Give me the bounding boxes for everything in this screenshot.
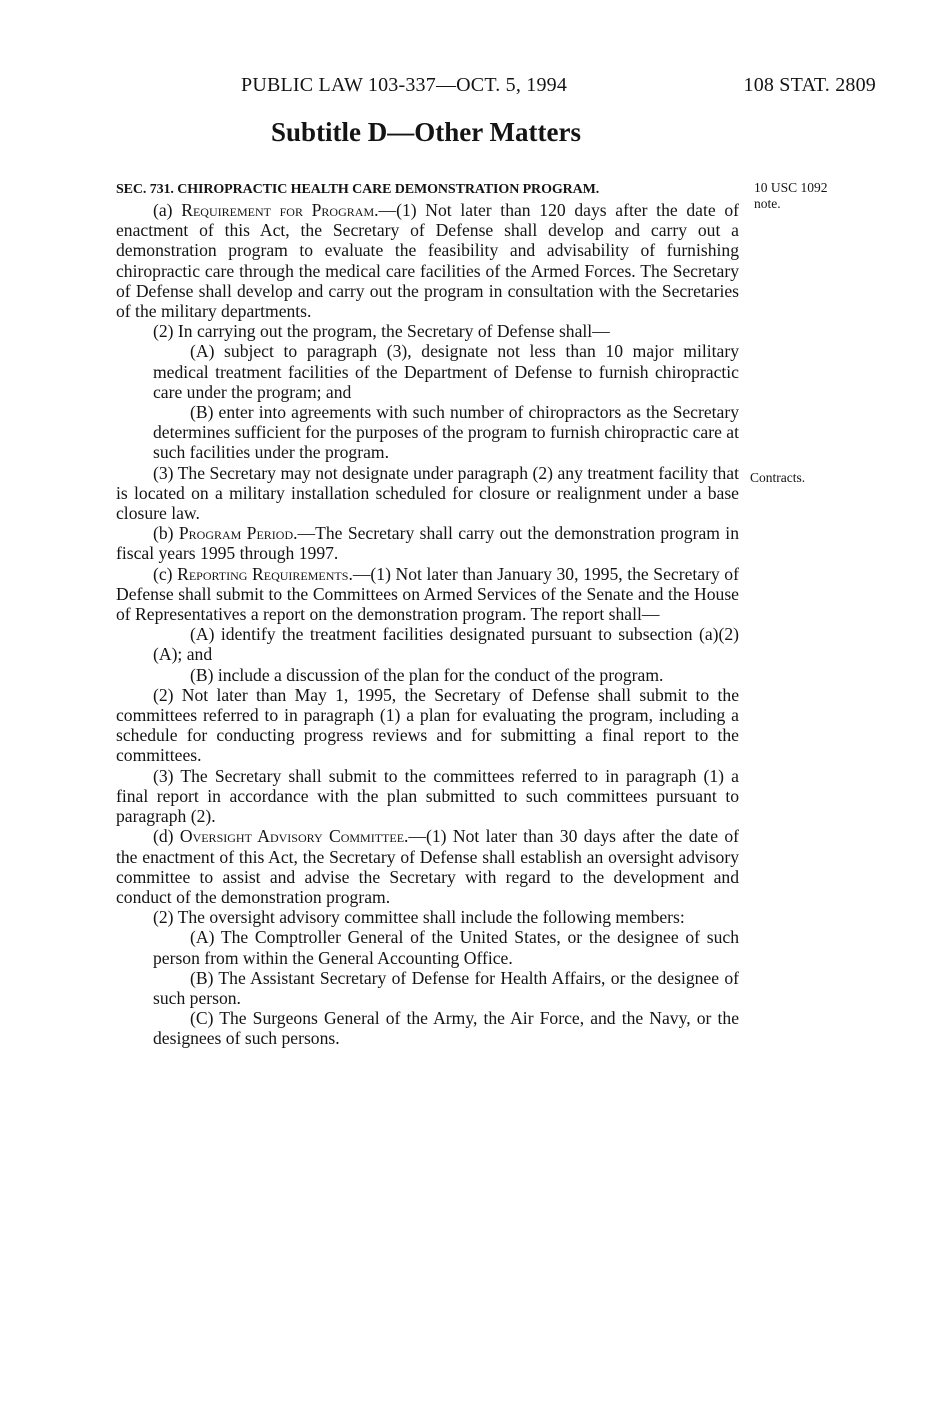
paragraph-d2B: (B) The Assistant Secretary of Defense for Health Affairs, or the designee of such person.	[153, 967, 739, 1008]
margin-note-usc	[754, 180, 828, 212]
paragraph-d1: (d) Oversight Advisory Committee.—(1) Not later than 30 days after the date of the enactment of this Act, the Secretary of Defense shall establish an oversight advisory committee to assist and advise the Secretary with regard to the development and conduct of the demonstration program.	[116, 826, 739, 907]
heading-d: Oversight Advisory Committee	[179, 826, 405, 847]
paragraph-d2A: (A) The Comptroller General of the United States, or the designee of such person from within the General Accounting Office.	[153, 927, 739, 968]
paragraph-d2: (2) The oversight advisory committee shall include the following members:	[153, 907, 685, 928]
margin-note-usc-line1: 10 USC 1092	[754, 180, 828, 195]
paragraph-d2C: (C) The Surgeons General of the Army, the Air Force, and the Navy, or the designees of such persons.	[153, 1008, 739, 1049]
paragraph-a1: (a) Requirement for Program.—(1) Not later than 120 days after the date of enactment of this Act, the Secretary of Defense shall develop and carry out a demonstration program to evaluate the feasibility and advisability of furnishing chiropractic care through the medical care facilities of the Armed Forces. The Secretary of Defense shall develop and carry out the program in consultation with the Secretaries of the military departments.	[116, 200, 739, 322]
margin-note-contracts: Contracts.	[750, 470, 806, 485]
text-c1: .—(1) Not later than January 30, 1995, the Secretary of Defense shall submit to the Committees on Armed Services of the Senate and the House of Representatives a report on the demonstration program. The report shall—	[116, 563, 739, 625]
heading-b: Program Period	[178, 523, 294, 544]
header-statute-page: 108 STAT. 2809	[743, 74, 876, 96]
margin-note-usc-line2: note.	[754, 196, 781, 211]
paragraph-b: (b) Program Period.—The Secretary shall carry out the demonstration program in fiscal years 1995 through 1997.	[116, 523, 739, 564]
text-a1: .—(1) Not later than 120 days after the date of enactment of this Act, the Secretary of Defense shall develop and carry out a demonstration program to evaluate the feasibility and advisability of furnishing chiropractic care through the medical care facilities of the Armed Forces. The Secretary of Defense shall develop and carry out the program in consultation with the Secretaries of the military departments.	[116, 200, 739, 322]
paragraph-c1B: (B) include a discussion of the plan for the conduct of the program.	[190, 664, 664, 685]
paragraph-a2A: (A) subject to paragraph (3), designate not less than 10 major military medical treatment facilities of the Department of Defense to furnish chiropractic care under the program; and	[153, 341, 739, 402]
paragraph-a2B: (B) enter into agreements with such number of chiropractors as the Secretary determines sufficient for the purposes of the program to furnish chiropractic care at such facilities under the program.	[153, 402, 739, 463]
paragraph-a2: (2) In carrying out the program, the Secretary of Defense shall—	[153, 321, 610, 342]
paragraph-c2: (2) Not later than May 1, 1995, the Secretary of Defense shall submit to the committees referred to in paragraph (1) a plan for evaluating the program, including a schedule for conducting progress reviews and for submitting a final report to the committees.	[116, 684, 739, 766]
text-d1: .—(1) Not later than 30 days after the date of the enactment of this Act, the Secretary of Defense shall establish an oversight advisory committee to assist and advise the Secretary with regard to the development and conduct of the demonstration program.	[116, 826, 739, 907]
text-b: .—The Secretary shall carry out the demonstration program in fiscal years 1995 through 1997.	[116, 523, 739, 564]
section-heading: SEC. 731. CHIROPRACTIC HEALTH CARE DEMONSTRATION PROGRAM.	[116, 182, 600, 197]
running-header	[0, 74, 940, 104]
subtitle-heading: Subtitle D—Other Matters	[271, 117, 581, 147]
heading-a: Requirement for Program	[181, 200, 375, 220]
paragraph-c1A: (A) identify the treatment facilities designated pursuant to subsection (a)(2)(A); and	[153, 624, 739, 665]
paragraph-a3: (3) The Secretary may not designate under paragraph (2) any treatment facility that is located on a military installation scheduled for closure or realignment under a base closure law.	[116, 462, 739, 524]
paragraph-c3: (3) The Secretary shall submit to the committees referred to in paragraph (1) a final report in accordance with the plan submitted to such committees pursuant to paragraph (2).	[116, 765, 739, 827]
paragraph-c1: (c) Reporting Requirements.—(1) Not later than January 30, 1995, the Secretary of Defense shall submit to the Committees on Armed Services of the Senate and the House of Representatives a report on the demonstration program. The report shall—	[116, 563, 739, 625]
header-public-law: PUBLIC LAW 103-337—OCT. 5, 1994	[241, 74, 568, 96]
section-body	[116, 180, 739, 1049]
heading-c: Reporting Requirements	[177, 563, 349, 584]
